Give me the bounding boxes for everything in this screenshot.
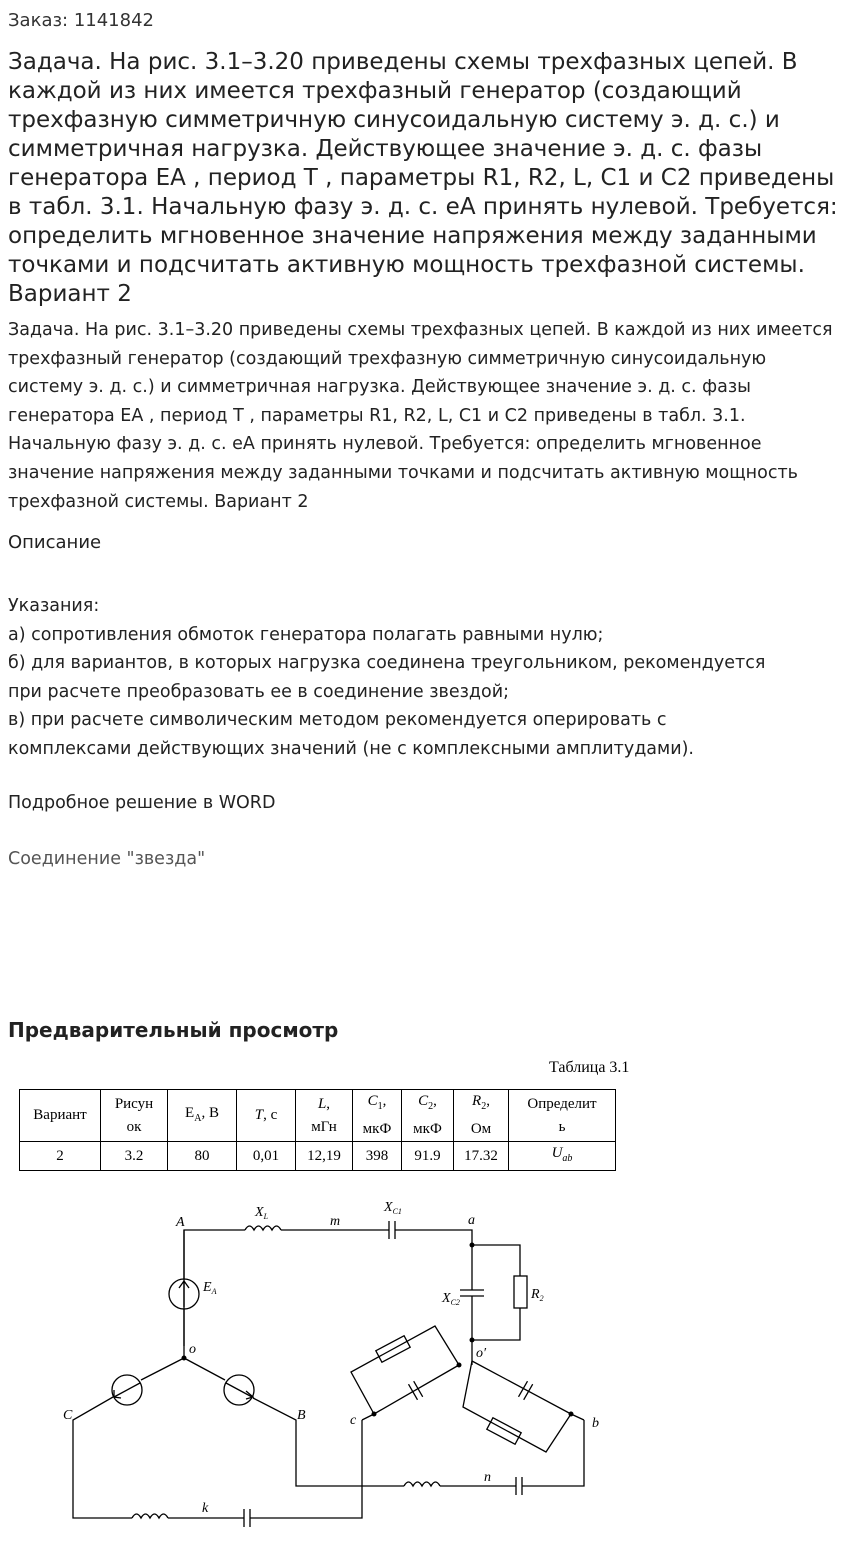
header-l: L, мГн	[296, 1090, 353, 1142]
node-label-o-prime: o′	[476, 1346, 487, 1361]
table-header-row	[20, 1090, 616, 1142]
header-figure: Рисун ок	[101, 1090, 168, 1142]
node-label-b: b	[592, 1416, 599, 1431]
node-label-c: c	[350, 1413, 357, 1428]
element-label-ea: $E_A$	[203, 1280, 217, 1296]
node-label-o: o	[189, 1342, 196, 1357]
preview-heading: Предварительный просмотр	[8, 1018, 339, 1042]
node-label-B: B	[297, 1408, 306, 1423]
hints-line: Указания:	[8, 596, 100, 616]
table-row	[20, 1142, 616, 1171]
solution-format: Подробное решение в WORD	[8, 793, 276, 813]
header-variant: Вариант	[20, 1090, 101, 1142]
cell-determine: $U_{ab}$	[509, 1142, 616, 1171]
node-label-n: n	[484, 1470, 491, 1485]
cell-variant: 2	[20, 1142, 101, 1171]
header-c1: $C_1$, мкФ	[353, 1090, 402, 1142]
cell-l: 12,19	[296, 1142, 353, 1171]
node-label-k: k	[202, 1501, 209, 1516]
category-link[interactable]: Соединение "звезда"	[8, 849, 206, 869]
element-label-xc2: $X_{C2}$	[442, 1291, 460, 1307]
cell-c1: 398	[353, 1142, 402, 1171]
hints-line: а) сопротивления обмоток генератора полагать равными нулю;	[8, 624, 604, 645]
header-determine: Определит ь	[509, 1090, 616, 1142]
element-label-xc1: $X_{C1}$	[384, 1200, 402, 1216]
cell-r2: 17.32	[454, 1142, 509, 1171]
element-label-r2: $R_2$	[531, 1287, 544, 1303]
page-title: Задача. На рис. 3.1–3.20 приведены схемы трехфазных цепей. В каждой из них имеется трехфазный генератор (создающий трехфазную симметричную синусоидальную систему э. д. с.) и симметричная нагрузка. Действующее значение э. д. с. фазы генератора ЕА , период Т , параметры R1, R2, L, C1 и C2 приведены в табл. 3.1. Начальную фазу э. д. с. еА принять нулевой. Требуется: определить мгновенное значение напряжения между заданными точками и подсчитать активную мощность трехфазной системы. Вариант 2	[8, 49, 838, 307]
circuit-diagram	[0, 1190, 847, 1548]
hints-line: в) при расчете символическим методом рекомендуется оперировать с	[8, 710, 667, 731]
table-caption: Таблица 3.1	[549, 1059, 630, 1076]
node-label-m: m	[330, 1214, 341, 1229]
hints-line: при расчете преобразовать ее в соединение звездой;	[8, 681, 509, 702]
element-label-xl: $X_L$	[255, 1205, 269, 1221]
node-label-C: C	[63, 1408, 73, 1423]
cell-c2: 91.9	[402, 1142, 454, 1171]
node-label-A: A	[176, 1215, 185, 1230]
hints-block	[8, 592, 843, 764]
cell-figure: 3.2	[101, 1142, 168, 1171]
node-label-a: a	[468, 1213, 475, 1228]
description-label: Описание	[8, 532, 102, 553]
header-ea: $E_A$, В	[168, 1090, 237, 1142]
hints-line: б) для вариантов, в которых нагрузка соединена треугольником, рекомендуется	[8, 653, 766, 674]
hints-line: комплексами действующих значений (не с комплексными амплитудами).	[8, 738, 694, 759]
parameters-table	[19, 1089, 616, 1171]
order-number: Заказ: 1141842	[8, 10, 154, 31]
header-c2: $C_2$, мкФ	[402, 1090, 454, 1142]
cell-ea: 80	[168, 1142, 237, 1171]
header-t: T, с	[237, 1090, 296, 1142]
cell-t: 0,01	[237, 1142, 296, 1171]
description-text: Задача. На рис. 3.1–3.20 приведены схемы трехфазных цепей. В каждой из них имеется трехфазный генератор (создающий трехфазную симметричную синусоидальную систему э. д. с.) и симметричная нагрузка. Действующее значение э. д. с. фазы генератора ЕА , период Т , параметры R1, R2, L, C1 и C2 приведены в табл. 3.1. Начальную фазу э. д. с. еА принять нулевой. Требуется: определить мгновенное значение напряжения между заданными точками и подсчитать активную мощность трехфазной системы. Вариант 2	[8, 320, 833, 512]
header-r2: $R_2$, Ом	[454, 1090, 509, 1142]
